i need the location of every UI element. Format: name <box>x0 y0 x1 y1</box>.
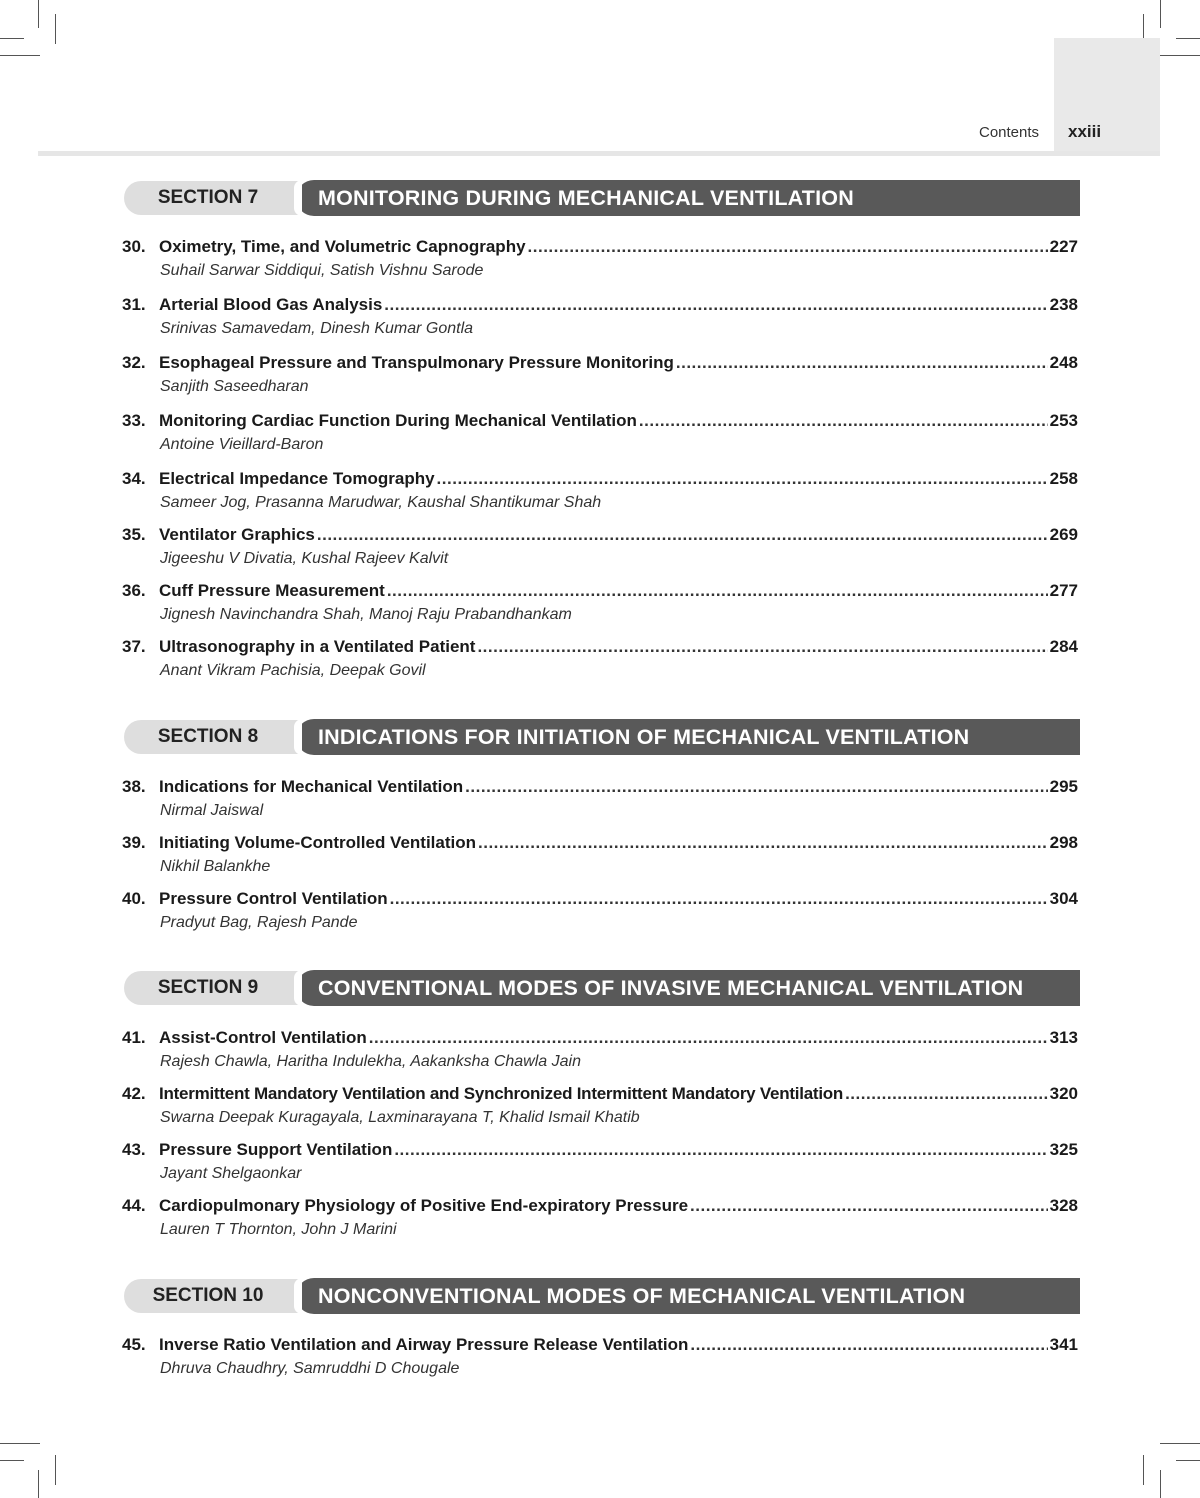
chapter-number: 40. <box>122 889 146 908</box>
chapter-authors: Sameer Jog, Prasanna Marudwar, Kaushal Shantikumar Shah <box>160 494 602 511</box>
chapter-authors: Suhail Sarwar Siddiqui, Satish Vishnu Sarode <box>160 262 484 279</box>
chapter-page: 298 <box>1049 833 1078 852</box>
dot-leader <box>387 580 1048 602</box>
crop-mark <box>1160 55 1200 56</box>
chapter-authors: Lauren T Thornton, John J Marini <box>160 1221 397 1238</box>
chapter-page: 277 <box>1049 581 1078 600</box>
crop-mark <box>0 55 40 56</box>
crop-mark <box>38 1470 39 1498</box>
chapter-title[interactable]: Arterial Blood Gas Analysis <box>159 295 383 314</box>
toc-entry[interactable] <box>122 352 1078 398</box>
chapter-page: 313 <box>1049 1028 1078 1047</box>
toc-entry[interactable] <box>122 832 1078 878</box>
section-title: CONVENTIONAL MODES OF INVASIVE MECHANICAL VENTILATION <box>296 970 1080 1006</box>
chapter-authors: Jigeeshu V Divatia, Kushal Rajeev Kalvit <box>160 550 449 567</box>
chapter-title[interactable]: Electrical Impedance Tomography <box>159 469 435 488</box>
header-rule <box>38 151 1160 156</box>
chapter-number: 33. <box>122 411 146 430</box>
chapter-authors: Rajesh Chawla, Haritha Indulekha, Aakanksha Chawla Jain <box>160 1053 581 1070</box>
toc-entry[interactable] <box>122 636 1078 682</box>
chapter-page: 248 <box>1049 353 1078 372</box>
toc-entry[interactable] <box>122 580 1078 626</box>
chapter-title[interactable]: Cardiopulmonary Physiology of Positive End-expiratory Pressure <box>159 1196 689 1215</box>
toc-entry[interactable] <box>122 1139 1078 1185</box>
chapter-authors: Pradyut Bag, Rajesh Pande <box>160 914 358 931</box>
chapter-number: 32. <box>122 353 146 372</box>
chapter-authors: Antoine Vieillard-Baron <box>160 436 324 453</box>
chapter-authors: Swarna Deepak Kuragayala, Laxminarayana T, Khalid Ismail Khatib <box>160 1109 640 1126</box>
chapter-number: 43. <box>122 1140 146 1159</box>
page-number: xxiii <box>1068 122 1102 141</box>
toc-entry[interactable] <box>122 236 1078 282</box>
section-header <box>124 180 1080 216</box>
section-header <box>124 1278 1080 1314</box>
chapter-title[interactable]: Inverse Ratio Ventilation and Airway Pressure Release Ventilation <box>159 1335 689 1354</box>
chapter-page: 325 <box>1049 1140 1078 1159</box>
toc-entry[interactable] <box>122 468 1078 514</box>
chapter-authors: Sanjith Saseedharan <box>160 378 309 395</box>
chapter-number: 44. <box>122 1196 146 1215</box>
crop-mark <box>1143 1455 1144 1485</box>
dot-leader <box>369 1027 1048 1049</box>
toc-entry[interactable] <box>122 294 1078 340</box>
section-label: SECTION 9 <box>124 971 300 1005</box>
toc-entry[interactable] <box>122 524 1078 570</box>
toc-entry[interactable] <box>122 776 1078 822</box>
chapter-number: 36. <box>122 581 146 600</box>
section-label: SECTION 10 <box>124 1279 300 1313</box>
chapter-title[interactable]: Intermittent Mandatory Ventilation and Synchronized Intermittent Mandatory Ventilation <box>159 1084 844 1103</box>
chapter-authors: Anant Vikram Pachisia, Deepak Govil <box>160 662 426 679</box>
chapter-title[interactable]: Oximetry, Time, and Volumetric Capnography <box>159 237 526 256</box>
chapter-authors: Nikhil Balankhe <box>160 858 271 875</box>
crop-mark <box>1176 38 1200 39</box>
toc-entry[interactable] <box>122 888 1078 934</box>
chapter-page: 238 <box>1049 295 1078 314</box>
crop-mark <box>0 38 24 39</box>
toc-entry[interactable] <box>122 1083 1078 1129</box>
chapter-number: 41. <box>122 1028 146 1047</box>
crop-mark <box>0 1443 40 1444</box>
chapter-title[interactable]: Cuff Pressure Measurement <box>159 581 385 600</box>
chapter-number: 31. <box>122 295 146 314</box>
toc-entry[interactable] <box>122 1195 1078 1241</box>
dot-leader <box>478 832 1048 854</box>
chapter-number: 34. <box>122 469 146 488</box>
chapter-title[interactable]: Esophageal Pressure and Transpulmonary Pressure Monitoring <box>159 353 674 372</box>
dot-leader <box>639 410 1048 432</box>
chapter-page: 328 <box>1049 1196 1078 1215</box>
chapter-number: 39. <box>122 833 146 852</box>
chapter-number: 42. <box>122 1084 146 1103</box>
crop-mark <box>1160 1443 1200 1444</box>
crop-mark <box>1176 1460 1200 1461</box>
chapter-authors: Srinivas Samavedam, Dinesh Kumar Gontla <box>160 320 474 337</box>
chapter-title[interactable]: Pressure Control Ventilation <box>159 889 388 908</box>
dot-leader <box>845 1083 1048 1105</box>
dot-leader <box>437 468 1048 490</box>
section-header <box>124 970 1080 1006</box>
toc-entry[interactable] <box>122 410 1078 456</box>
chapter-number: 30. <box>122 237 146 256</box>
section-header <box>124 719 1080 755</box>
toc-entry[interactable] <box>122 1334 1078 1380</box>
dot-leader <box>690 1195 1048 1217</box>
chapter-number: 45. <box>122 1335 146 1354</box>
toc-entry[interactable] <box>122 1027 1078 1073</box>
chapter-title[interactable]: Ventilator Graphics <box>159 525 315 544</box>
crop-mark <box>55 1455 56 1485</box>
section-label: SECTION 7 <box>124 181 300 215</box>
section-title: NONCONVENTIONAL MODES OF MECHANICAL VENTILATION <box>296 1278 1080 1314</box>
crop-mark <box>38 0 39 28</box>
chapter-authors: Dhruva Chaudhry, Samruddhi D Chougale <box>160 1360 460 1377</box>
chapter-page: 227 <box>1049 237 1078 256</box>
chapter-page: 304 <box>1049 889 1078 908</box>
chapter-page: 253 <box>1049 411 1078 430</box>
chapter-number: 38. <box>122 777 146 796</box>
chapter-title[interactable]: Monitoring Cardiac Function During Mechanical Ventilation <box>159 411 637 430</box>
section-title: MONITORING DURING MECHANICAL VENTILATION <box>296 180 1080 216</box>
dot-leader <box>528 236 1048 258</box>
section-label: SECTION 8 <box>124 720 300 754</box>
chapter-page: 284 <box>1049 637 1078 656</box>
crop-mark <box>1160 0 1161 28</box>
chapter-title[interactable]: Initiating Volume-Controlled Ventilation <box>159 833 477 852</box>
dot-leader <box>676 352 1048 374</box>
chapter-page: 320 <box>1049 1084 1078 1103</box>
dot-leader <box>394 1139 1047 1161</box>
chapter-page: 341 <box>1049 1335 1078 1354</box>
chapter-authors: Jayant Shelgaonkar <box>160 1165 302 1182</box>
crop-mark <box>1160 1470 1161 1498</box>
chapter-authors: Nirmal Jaiswal <box>160 802 264 819</box>
dot-leader <box>690 1334 1047 1356</box>
crop-mark <box>55 14 56 44</box>
chapter-title[interactable]: Assist-Control Ventilation <box>159 1028 367 1047</box>
running-header: Contents <box>979 124 1040 141</box>
dot-leader <box>384 294 1047 316</box>
chapter-page: 295 <box>1049 777 1078 796</box>
chapter-authors: Jignesh Navinchandra Shah, Manoj Raju Prabandhankam <box>160 606 572 623</box>
chapter-title[interactable]: Ultrasonography in a Ventilated Patient <box>159 637 476 656</box>
chapter-page: 258 <box>1049 469 1078 488</box>
dot-leader <box>317 524 1048 546</box>
chapter-page: 269 <box>1049 525 1078 544</box>
chapter-title[interactable]: Indications for Mechanical Ventilation <box>159 777 464 796</box>
dot-leader <box>390 888 1048 910</box>
chapter-title[interactable]: Pressure Support Ventilation <box>159 1140 393 1159</box>
dot-leader <box>465 776 1047 798</box>
crop-mark <box>0 1460 24 1461</box>
chapter-number: 37. <box>122 637 146 656</box>
dot-leader <box>477 636 1047 658</box>
section-title: INDICATIONS FOR INITIATION OF MECHANICAL VENTILATION <box>296 719 1080 755</box>
chapter-number: 35. <box>122 525 146 544</box>
